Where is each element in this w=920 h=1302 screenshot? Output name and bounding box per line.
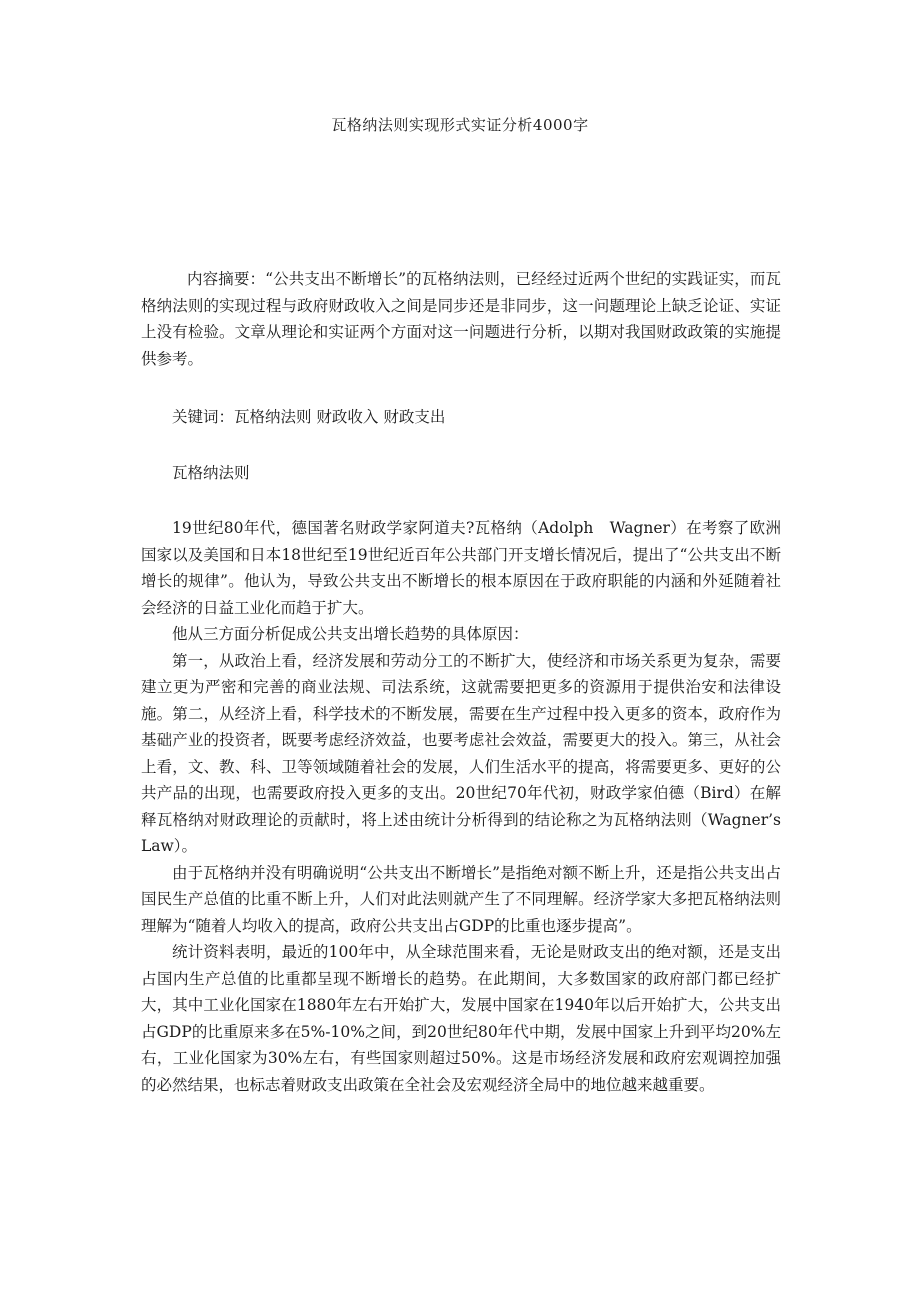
abstract <box>141 266 781 372</box>
keywords: 关键词：瓦格纳法则 财政收入 财政支出 <box>172 408 446 426</box>
document-title: 瓦格纳法则实现形式实证分析4000字 <box>331 116 589 134</box>
paragraph: 由于瓦格纳并没有明确说明“公共支出不断增长”是指绝对额不断上升，还是指公共支出占国民生产总值的比重不断上升，人们对此法则就产生了不同理解。经济学家大多把瓦格纳法则理解为“随着人均收入的提高，政府公共支出占GDP的比重也逐步提高”。 <box>141 863 781 935</box>
paragraph: 统计资料表明，最近的100年中，从全球范围来看，无论是财政支出的绝对额，还是支出占国内生产总值的比重都呈现不断增长的趋势。在此期间，大多数国家的政府部门都已经扩大，其中工业化国家在1880年左右开始扩大，发展中国家在1940年以后开始扩大，公共支出占GDP的比重原来多在5%-10%之间，到20世纪80年代中期，发展中国家上升到平均20%左右，工业化国家为30%左右，有些国家则超过50%。这是市场经济发展和政府宏观调控加强的必然结果，也标志着财政支出政策在全社会及宏观经济全局中的地位越来越重要。 <box>141 943 781 1094</box>
body-text <box>141 515 781 1098</box>
paragraph: 他从三方面分析促成公共支出增长趋势的具体原因： <box>172 625 529 643</box>
paragraph: 19世纪80年代，德国著名财政学家阿道夫?瓦格纳（Adolph Wagner）在考察了欧洲国家以及美国和日本18世纪至19世纪近百年公共部门开支增长情况后，提出了“公共支出不断增长的规律”。他认为，导致公共支出不断增长的根本原因在于政府职能的内涵和外延随着社会经济的日益工业化而趋于扩大。 <box>141 519 781 617</box>
abstract-text: 内容摘要：“公共支出不断增长”的瓦格纳法则，已经经过近两个世纪的实践证实，而瓦格纳法则的实现过程与政府财政收入之间是同步还是非同步，这一问题理论上缺乏论证、实证上没有检验。文章从理论和实证两个方面对这一问题进行分析，以期对我国财政政策的实施提供参考。 <box>141 270 781 368</box>
paragraph: 第一，从政治上看，经济发展和劳动分工的不断扩大，使经济和市场关系更为复杂，需要建立更为严密和完善的商业法规、司法系统，这就需要把更多的资源用于提供治安和法律设施。第二，从经济上看，科学技术的不断发展，需要在生产过程中投入更多的资本，政府作为基础产业的投资者，既要考虑经济效益，也要考虑社会效益，需要更大的投入。第三，从社会上看，文、教、科、卫等领域随着社会的发展，人们生活水平的提高，将需要更多、更好的公共产品的出现，也需要政府投入更多的支出。20世纪70年代初，财政学家伯德（Bird）在解释瓦格纳对财政理论的贡献时，将上述由统计分析得到的结论称之为瓦格纳法则（Wagner’s Law）。 <box>141 651 781 855</box>
section-heading: 瓦格纳法则 <box>172 464 250 482</box>
